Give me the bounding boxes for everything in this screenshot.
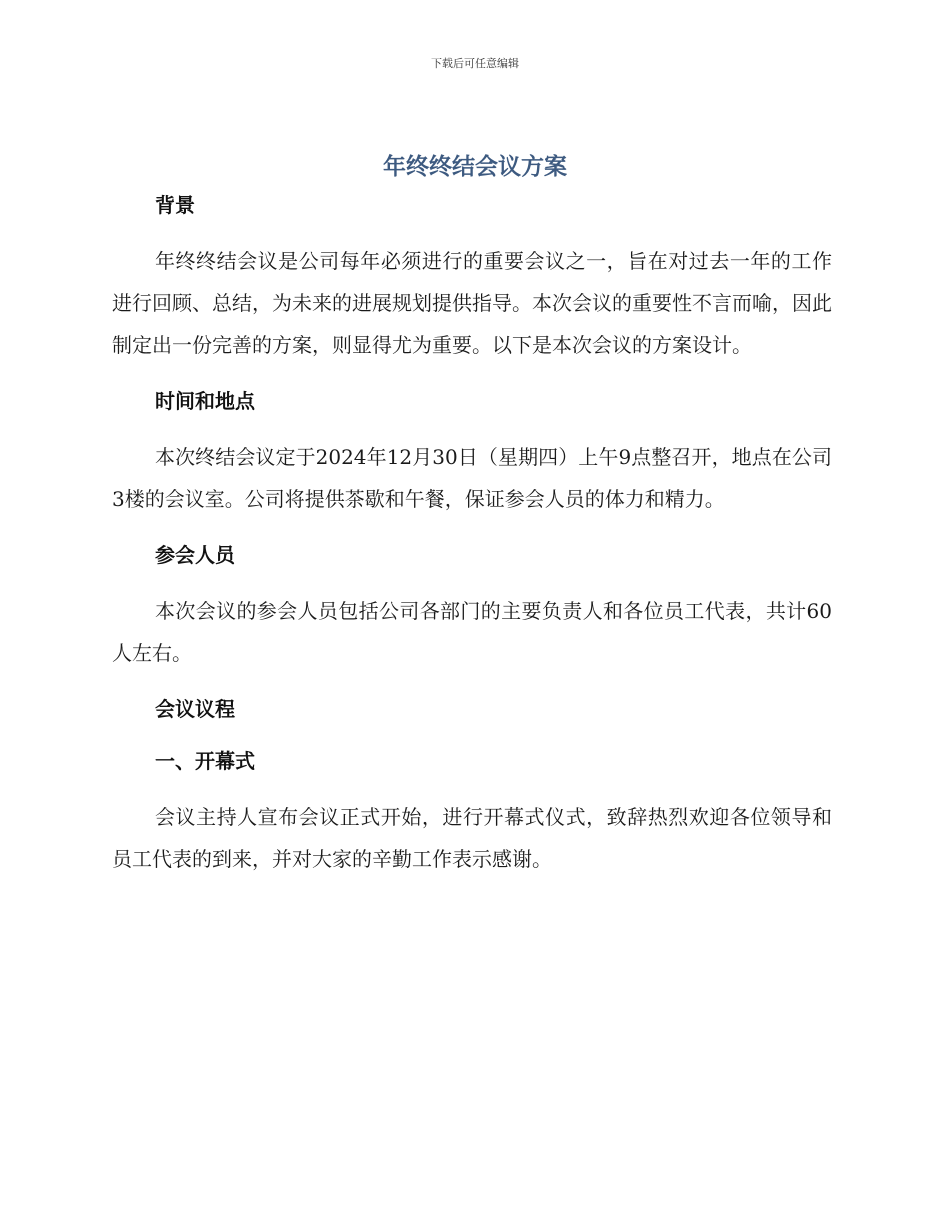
document-body — [112, 188, 832, 898]
document-title: 年终终结会议方案 — [383, 154, 567, 180]
section-heading-background: 背景 — [155, 193, 195, 217]
paragraph-opening: 会议主持人宣布会议正式开始，进行开幕式仪式，致辞热烈欢迎各位领导和员工代表的到来，并对大家的辛勤工作表示感谢。 — [112, 805, 832, 871]
section-heading-attendees: 参会人员 — [155, 543, 235, 567]
section-heading-agenda: 会议议程 — [155, 697, 235, 721]
paragraph-time-location: 本次终结会议定于2024年12月30日（星期四）上午9点整召开，地点在公司3楼的会议室。公司将提供茶歇和午餐，保证参会人员的体力和精力。 — [112, 445, 832, 511]
header-note: 下载后可任意编辑 — [431, 57, 519, 70]
paragraph-attendees: 本次会议的参会人员包括公司各部门的主要负责人和各位员工代表，共计60人左右。 — [112, 599, 832, 665]
section-heading-opening: 一、开幕式 — [155, 749, 255, 773]
paragraph-background: 年终终结会议是公司每年必须进行的重要会议之一，旨在对过去一年的工作进行回顾、总结，为未来的进展规划提供指导。本次会议的重要性不言而喻，因此制定出一份完善的方案，则显得尤为重要。以下是本次会议的方案设计。 — [112, 249, 832, 357]
section-heading-time-location: 时间和地点 — [155, 389, 255, 413]
